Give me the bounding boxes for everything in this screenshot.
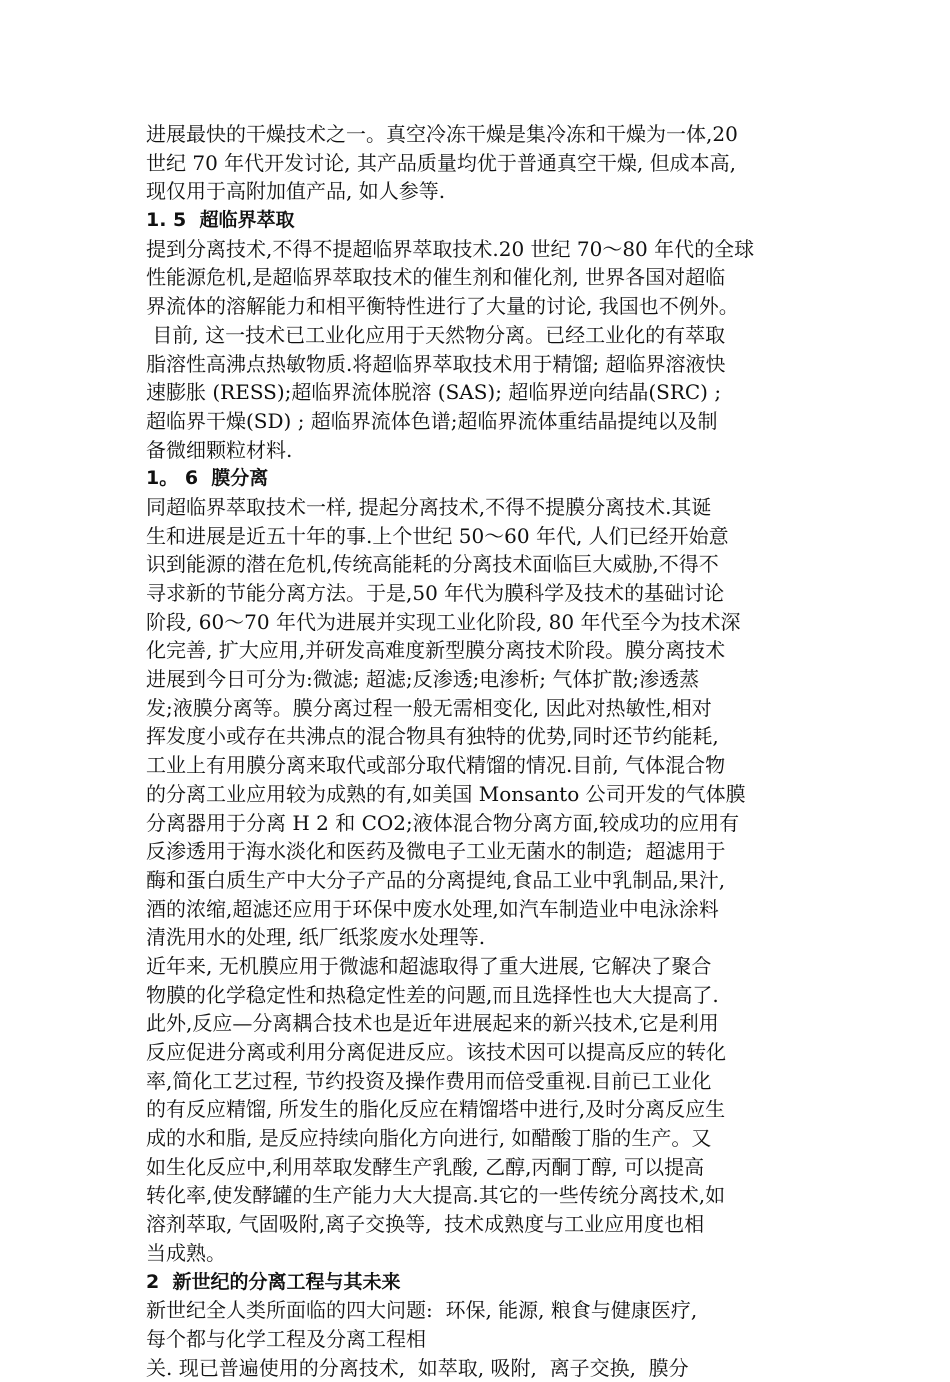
text-line: 酒的浓缩,超滤还应用于环保中废水处理,如汽车制造业中电泳涂料 <box>146 896 719 921</box>
text-line: 进展到今日可分为:微滤; 超滤;反渗透;电渗析; 气体扩散;渗透蒸 <box>146 667 700 692</box>
text-line: 酶和蛋白质生产中大分子产品的分离提纯,食品工业中乳制品,果汁, <box>146 867 726 892</box>
text-line: 反应促进分离或利用分离促进反应。该技术因可以提高反应的转化 <box>146 1040 726 1064</box>
text-line: 当成熟。 <box>146 1240 226 1265</box>
text-line: 此外,反应—分离耦合技术也是近年进展起来的新兴技术,它是利用 <box>146 1011 719 1036</box>
text-line: 识到能源的潜在危机,传统高能耗的分离技术面临巨大威胁,不得不 <box>146 552 719 577</box>
text-line: 现仅用于高附加值产品, 如人参等. <box>146 179 446 204</box>
text-line: 分离器用于分离 H 2 和 CO2;液体混合物分离方面,较成功的应用有 <box>146 810 740 835</box>
text-line: 同超临界萃取技术一样, 提起分离技术,不得不提膜分离技术.其诞 <box>146 494 712 519</box>
text-line: 进展最快的干燥技术之一。真空冷冻干燥是集冷冻和干燥为一体,20 <box>146 122 738 146</box>
text-line: 挥发度小或存在共沸点的混合物具有独特的优势,同时还节约能耗, <box>146 724 719 749</box>
text-line: 界流体的溶解能力和相平衡特性进行了大量的讨论, 我国也不例外。 <box>146 294 739 319</box>
text-line: 率,简化工艺过程, 节约投资及操作费用而倍受重视.目前已工业化 <box>146 1068 712 1093</box>
text-line: 清洗用水的处理, 纸厂纸浆废水处理等. <box>146 925 486 950</box>
section-heading: 2 新世纪的分离工程与其未来 <box>146 1270 401 1293</box>
text-line: 目前, 这一技术已工业化应用于天然物分离。已经工业化的有萃取 <box>146 322 726 347</box>
text-line: 阶段, 60～70 年代为进展并实现工业化阶段, 80 年代至今为技术深 <box>146 609 741 634</box>
text-line: 备微细颗粒材料. <box>146 437 293 462</box>
document-page <box>146 120 814 1382</box>
text-line: 的有反应精馏, 所发生的脂化反应在精馏塔中进行,及时分离反应生 <box>146 1097 726 1122</box>
text-line: 化完善, 扩大应用,并研发高难度新型膜分离技术阶段。膜分离技术 <box>146 638 726 663</box>
text-line: 超临界干燥(SD) ; 超临界流体色谱;超临界流体重结晶提纯以及制 <box>146 408 718 433</box>
text-line: 提到分离技术,不得不提超临界萃取技术.20 世纪 70～80 年代的全球 <box>146 236 755 261</box>
text-line: 近年来, 无机膜应用于微滤和超滤取得了重大进展, 它解决了聚合 <box>146 953 712 978</box>
text-line: 寻求新的节能分离方法。于是,50 年代为膜科学及技术的基础讨论 <box>146 581 725 605</box>
text-line: 每个都与化学工程及分离工程相 <box>146 1326 426 1351</box>
text-line: 工业上有用膜分离来取代或部分取代精馏的情况.目前, 气体混合物 <box>146 753 726 778</box>
text-line: 速膨胀 (RESS);超临界流体脱溶 (SAS); 超临界逆向结晶(SRC) ; <box>146 380 722 405</box>
text-line: 世纪 70 年代开发讨论, 其产品质量均优于普通真空干燥, 但成本高, <box>146 150 736 175</box>
text-line: 成的水和脂, 是反应持续向脂化方向进行, 如醋酸丁脂的生产。又 <box>146 1126 712 1151</box>
text-line: 如生化反应中,利用萃取发酵生产乳酸, 乙醇,丙酮丁醇, 可以提高 <box>146 1154 705 1179</box>
text-line: 发;液膜分离等。膜分离过程一般无需相变化, 因此对热敏性,相对 <box>146 695 712 720</box>
text-line: 转化率,使发酵罐的生产能力大大提高.其它的一些传统分离技术,如 <box>146 1183 726 1208</box>
section-heading: 1。 6 膜分离 <box>146 467 269 490</box>
text-line: 性能源危机,是超临界萃取技术的催生剂和催化剂, 世界各国对超临 <box>146 265 726 290</box>
text-line: 脂溶性高沸点热敏物质.将超临界萃取技术用于精馏; 超临界溶液快 <box>146 351 726 376</box>
section-heading: 1. 5 超临界萃取 <box>146 209 295 232</box>
text-line: 的分离工业应用较为成熟的有,如美国 Monsanto 公司开发的气体膜 <box>146 781 746 806</box>
text-line: 新世纪全人类所面临的四大问题: 环保, 能源, 粮食与健康医疗, <box>146 1298 698 1323</box>
text-line: 溶剂萃取, 气固吸附,离子交换等, 技术成熟度与工业应用度也相 <box>146 1212 705 1237</box>
text-line: 生和进展是近五十年的事.上个世纪 50～60 年代, 人们已经开始意 <box>146 523 729 548</box>
text-line: 关. 现已普遍使用的分离技术, 如萃取, 吸附, 离子交换, 膜分 <box>146 1355 689 1380</box>
text-line: 物膜的化学稳定性和热稳定性差的问题,而且选择性也大大提高了. <box>146 982 719 1007</box>
text-line: 反渗透用于海水淡化和医药及微电子工业无菌水的制造; 超滤用于 <box>146 839 726 864</box>
